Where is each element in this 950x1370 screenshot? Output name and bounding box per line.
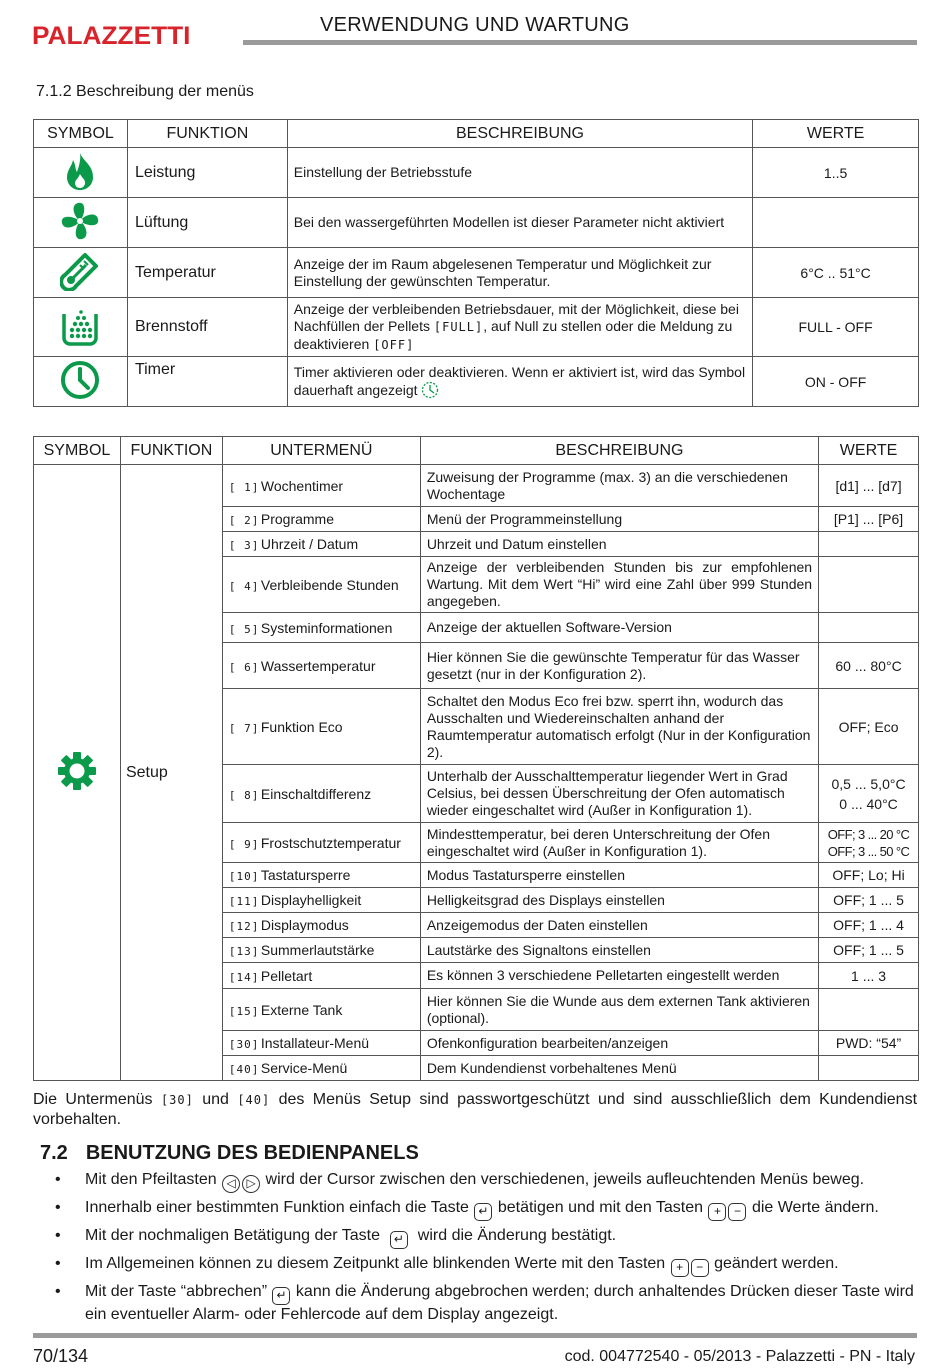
submenu-code: [12]	[228, 920, 260, 933]
submenu-name: Externe Tank	[260, 1001, 343, 1018]
table-row	[34, 248, 919, 298]
col-values: WERTE	[753, 120, 919, 148]
lcd-code-40: [40]	[237, 1093, 271, 1107]
value-cell	[819, 989, 919, 1031]
submenu-cell	[222, 765, 420, 823]
description-cell: Uhrzeit und Datum einstellen	[420, 532, 818, 557]
table-header-row	[34, 437, 919, 465]
section-heading	[40, 1142, 419, 1165]
bullet-text: Mit den Pfeiltasten	[85, 1171, 217, 1188]
submenu-name: Tastatursperre	[260, 867, 351, 883]
bullet-text: geändert werden.	[714, 1255, 839, 1272]
description-cell: Dem Kundendienst vorbehaltenes Menü	[420, 1056, 818, 1081]
submenu-name: Wochentimer	[260, 477, 344, 494]
value-cell: OFF; 1 ... 5	[819, 888, 919, 913]
table-row	[34, 198, 919, 248]
flame-icon	[63, 151, 97, 191]
table-header-row	[34, 120, 919, 148]
function-label: Timer	[127, 357, 287, 407]
function-label: Setup	[120, 465, 222, 1081]
description-cell: Anzeige der im Raum abgelesenen Temperatur und Möglichkeit zur Einstellung der gewünschten Temperatur.	[287, 248, 752, 298]
submenu-name: Displayhelligkeit	[260, 892, 362, 908]
note-text: Die Untermenüs	[33, 1091, 153, 1108]
list-item	[55, 1226, 925, 1249]
value-line: 0 ... 40°C	[839, 795, 898, 812]
submenu-cell	[222, 557, 420, 613]
value-cell: OFF; Lo; Hi	[819, 863, 919, 888]
plus-key-icon: +	[671, 1259, 689, 1277]
submenu-code: [30]	[228, 1038, 260, 1051]
submenu-name: Verbleibende Stunden	[260, 576, 399, 593]
brand-logo: PALAZZETTI	[32, 22, 191, 50]
submenu-code: [ 6]	[228, 660, 260, 674]
value-cell	[819, 557, 919, 613]
description-cell: Anzeige der verbleibenden Stunden bis zur empfohlenen Wartung. Mit dem Wert “Hi” wird eine Zahl über 999 Stunden angegeben.	[420, 557, 818, 613]
submenu-code: [ 3]	[228, 539, 260, 552]
plus-key-icon: +	[708, 1203, 726, 1221]
col-description: BESCHREIBUNG	[287, 120, 752, 148]
header-rule	[243, 40, 917, 45]
submenu-cell	[222, 989, 420, 1031]
symbol-cell	[34, 465, 121, 1081]
submenu-name: Wassertemperatur	[260, 657, 376, 674]
note-text: des Menüs Setup sind passwortgeschützt und sind ausschließlich dem Kundendienst vorbehalten.	[33, 1091, 918, 1128]
submenu-name: Uhrzeit / Datum	[260, 536, 359, 552]
pellet-fuel-icon	[60, 306, 100, 346]
col-function: FUNKTION	[127, 120, 287, 148]
thermometer-icon	[60, 251, 100, 291]
value-cell: ON - OFF	[753, 357, 919, 407]
symbol-cell	[34, 298, 128, 357]
submenu-name: Displaymodus	[260, 917, 349, 933]
enter-key-icon: ↵	[474, 1203, 492, 1221]
value-line: 0,5 ... 5,0°C	[831, 775, 906, 792]
value-cell: 6°C .. 51°C	[753, 248, 919, 298]
description-cell: Unterhalb der Ausschalttemperatur liegender Wert in Grad Celsius, bei dessen Überschreitung der Ofen automatisch wieder eingeschaltet wird (Außer in Konfiguration 1).	[420, 765, 818, 823]
list-item	[55, 1198, 925, 1221]
arrow-right-key-icon: ▷	[242, 1175, 260, 1193]
minus-key-icon: −	[691, 1259, 709, 1277]
list-item	[55, 1282, 925, 1325]
submenu-cell	[222, 1056, 420, 1081]
description-cell: Bei den wassergeführten Modellen ist dieser Parameter nicht aktiviert	[287, 198, 752, 248]
submenu-name: Programme	[260, 511, 335, 527]
submenu-code: [ 7]	[228, 721, 260, 735]
value-cell: PWD: “54”	[819, 1031, 919, 1056]
description-cell: Modus Tastatursperre einstellen	[420, 863, 818, 888]
table-row	[34, 357, 919, 407]
description-cell: Ofenkonfiguration bearbeiten/anzeigen	[420, 1031, 818, 1056]
submenu-name: Summerlautstärke	[260, 942, 375, 958]
col-symbol: SYMBOL	[34, 437, 121, 465]
value-cell	[819, 823, 919, 863]
description-cell: Menü der Programmeinstellung	[420, 507, 818, 532]
description-cell: Hier können Sie die Wunde aus dem externen Tank aktivieren (optional).	[420, 989, 818, 1031]
submenu-code: [ 2]	[228, 514, 260, 527]
bullet-text: wird der Cursor zwischen den verschiedenen, jeweils aufleuchtenden Menüs beweg.	[265, 1171, 865, 1188]
value-cell: 1 ... 3	[819, 963, 919, 989]
function-label: Brennstoff	[127, 298, 287, 357]
bullet-text: wird die Änderung bestätigt.	[417, 1227, 617, 1244]
submenu-code: [14]	[228, 970, 260, 984]
symbol-cell	[34, 357, 128, 407]
submenu-cell	[222, 613, 420, 643]
fan-icon	[60, 201, 100, 241]
gear-icon	[57, 751, 97, 791]
lcd-off-code: [OFF]	[373, 337, 415, 352]
submenu-code: [ 8]	[228, 788, 260, 802]
list-item	[55, 1170, 925, 1193]
submenu-code: [11]	[228, 895, 260, 908]
value-cell	[753, 198, 919, 248]
submenu-cell	[222, 888, 420, 913]
submenu-cell	[222, 863, 420, 888]
description-text: Anzeige der verbleibenden Betriebsdauer, mit der Möglichkeit, diese bei Nachfüllen der Pellets	[293, 300, 739, 334]
setup-table	[33, 436, 919, 1081]
table-row	[34, 465, 919, 507]
description-cell	[287, 298, 752, 357]
bullet-text: Innerhalb einer bestimmten Funktion einfach die Taste	[85, 1199, 469, 1216]
submenu-cell	[222, 532, 420, 557]
value-cell: FULL - OFF	[753, 298, 919, 357]
table-row	[34, 148, 919, 198]
submenu-code: [15]	[228, 1004, 260, 1018]
description-cell: Mindesttemperatur, bei deren Unterschreitung der Ofen eingeschaltet wird (Außer in Konfiguration 1).	[420, 823, 818, 863]
footer-rule	[33, 1333, 917, 1338]
value-cell: 60 ... 80°C	[819, 643, 919, 689]
submenu-name: Frostschutztemperatur	[260, 834, 401, 851]
submenu-name: Installateur-Menü	[260, 1035, 370, 1051]
submenu-cell	[222, 465, 420, 507]
description-cell	[287, 357, 752, 407]
value-cell	[819, 1056, 919, 1081]
description-cell: Schaltet den Modus Eco frei bzw. sperrt ihn, wodurch das Ausschalten und Wiedereinschalten anhand der Raumtemperatur automatisch erfolgt (Nur in der Konfiguration 2).	[420, 689, 818, 765]
menu-table	[33, 119, 919, 407]
bullet-text: kann die Änderung abgebrochen werden; durch anhaltendes Drücken dieser Taste wird ein eventueller Alarm- oder Fehlercode auf dem Display angezeigt.	[85, 1283, 914, 1323]
document-code: cod. 004772540 - 05/2013 - Palazzetti - PN - Italy	[564, 1348, 915, 1365]
value-cell	[819, 613, 919, 643]
page-number: 70/134	[33, 1346, 89, 1366]
value-cell: 1..5	[753, 148, 919, 198]
submenu-cell	[222, 507, 420, 532]
bullet-text: Mit der nochmaligen Betätigung der Taste	[85, 1227, 380, 1244]
submenu-cell	[222, 689, 420, 765]
value-cell: OFF; Eco	[819, 689, 919, 765]
submenu-code: [ 4]	[228, 579, 260, 593]
instruction-list	[55, 1170, 925, 1330]
value-cell: [P1] ... [P6]	[819, 507, 919, 532]
value-cell: OFF; 1 ... 5	[819, 938, 919, 963]
enter-key-icon: ↵	[272, 1287, 290, 1305]
lcd-code-30: [30]	[160, 1093, 194, 1107]
bullet-text: betätigen und mit den Tasten	[497, 1199, 704, 1216]
submenu-cell	[222, 938, 420, 963]
symbol-cell	[34, 248, 128, 298]
description-cell: Anzeigemodus der Daten einstellen	[420, 913, 818, 938]
submenu-name: Service-Menü	[260, 1060, 348, 1076]
function-label: Lüftung	[127, 198, 287, 248]
submenu-code: [ 1]	[228, 480, 260, 494]
col-submenu: UNTERMENÜ	[222, 437, 420, 465]
description-cell: Helligkeitsgrad des Displays einstellen	[420, 888, 818, 913]
symbol-cell	[34, 198, 128, 248]
description-cell: Zuweisung der Programme (max. 3) an die verschiedenen Wochentage	[420, 465, 818, 507]
minus-key-icon: −	[728, 1203, 746, 1221]
description-cell: Es können 3 verschiedene Pelletarten eingestellt werden	[420, 963, 818, 989]
section-number: 7.2	[40, 1142, 68, 1164]
section-title: BENUTZUNG DES BEDIENPANELS	[85, 1142, 419, 1164]
submenu-cell	[222, 823, 420, 863]
lcd-full-code: [FULL]	[433, 319, 484, 334]
value-cell	[819, 532, 919, 557]
description-cell: Hier können Sie die gewünschte Temperatur für das Wasser gesetzt (nur in der Konfiguration 2).	[420, 643, 818, 689]
section-subtitle: 7.1.2 Beschreibung der menüs	[36, 83, 254, 100]
password-note	[33, 1090, 917, 1130]
submenu-code: [ 9]	[228, 837, 260, 851]
description-text: , auf Null zu stellen oder die Meldung zu deaktivieren	[293, 317, 733, 352]
description-cell: Lautstärke des Signaltons einstellen	[420, 938, 818, 963]
submenu-name: Funktion Eco	[260, 718, 343, 735]
function-label: Temperatur	[127, 248, 287, 298]
timer-symbol-icon	[421, 381, 439, 399]
page-header-title: VERWENDUNG UND WARTUNG	[320, 14, 630, 36]
description-text: Timer aktivieren oder deaktivieren. Wenn er aktiviert ist, wird das Symbol dauerhaft angezeigt	[293, 364, 746, 398]
col-values: WERTE	[819, 437, 919, 465]
submenu-name: Pelletart	[260, 967, 313, 984]
symbol-cell	[34, 148, 128, 198]
col-description: BESCHREIBUNG	[420, 437, 818, 465]
list-item	[55, 1254, 925, 1277]
table-row	[34, 298, 919, 357]
value-cell: OFF; 1 ... 4	[819, 913, 919, 938]
value-cell	[819, 765, 919, 823]
submenu-cell	[222, 913, 420, 938]
description-cell: Anzeige der aktuellen Software-Version	[420, 613, 818, 643]
arrow-left-key-icon: ◁	[222, 1175, 240, 1193]
enter-key-icon: ↵	[390, 1231, 408, 1249]
bullet-text: Mit der Taste “abbrechen”	[85, 1283, 268, 1300]
submenu-cell	[222, 1031, 420, 1056]
value-cell: [d1] ... [d7]	[819, 465, 919, 507]
submenu-name: Einschaltdifferenz	[260, 785, 372, 802]
submenu-cell	[222, 963, 420, 989]
col-symbol: SYMBOL	[34, 120, 128, 148]
submenu-code: [ 5]	[228, 622, 260, 636]
submenu-code: [13]	[228, 945, 260, 958]
col-function: FUNKTION	[120, 437, 222, 465]
function-label: Leistung	[127, 148, 287, 198]
submenu-cell	[222, 643, 420, 689]
submenu-code: [10]	[228, 870, 260, 883]
value-line: OFF; 3 ... 20 °C	[827, 826, 910, 842]
submenu-name: Systeminformationen	[260, 619, 393, 636]
bullet-text: die Werte ändern.	[751, 1199, 879, 1216]
clock-icon	[60, 360, 100, 400]
value-line: OFF; 3 ... 50 °C	[827, 843, 910, 859]
note-text: und	[202, 1091, 229, 1108]
submenu-code: [40]	[228, 1063, 260, 1076]
bullet-text: Im Allgemeinen können zu diesem Zeitpunkt alle blinkenden Werte mit den Tasten	[85, 1255, 666, 1272]
description-cell: Einstellung der Betriebsstufe	[287, 148, 752, 198]
